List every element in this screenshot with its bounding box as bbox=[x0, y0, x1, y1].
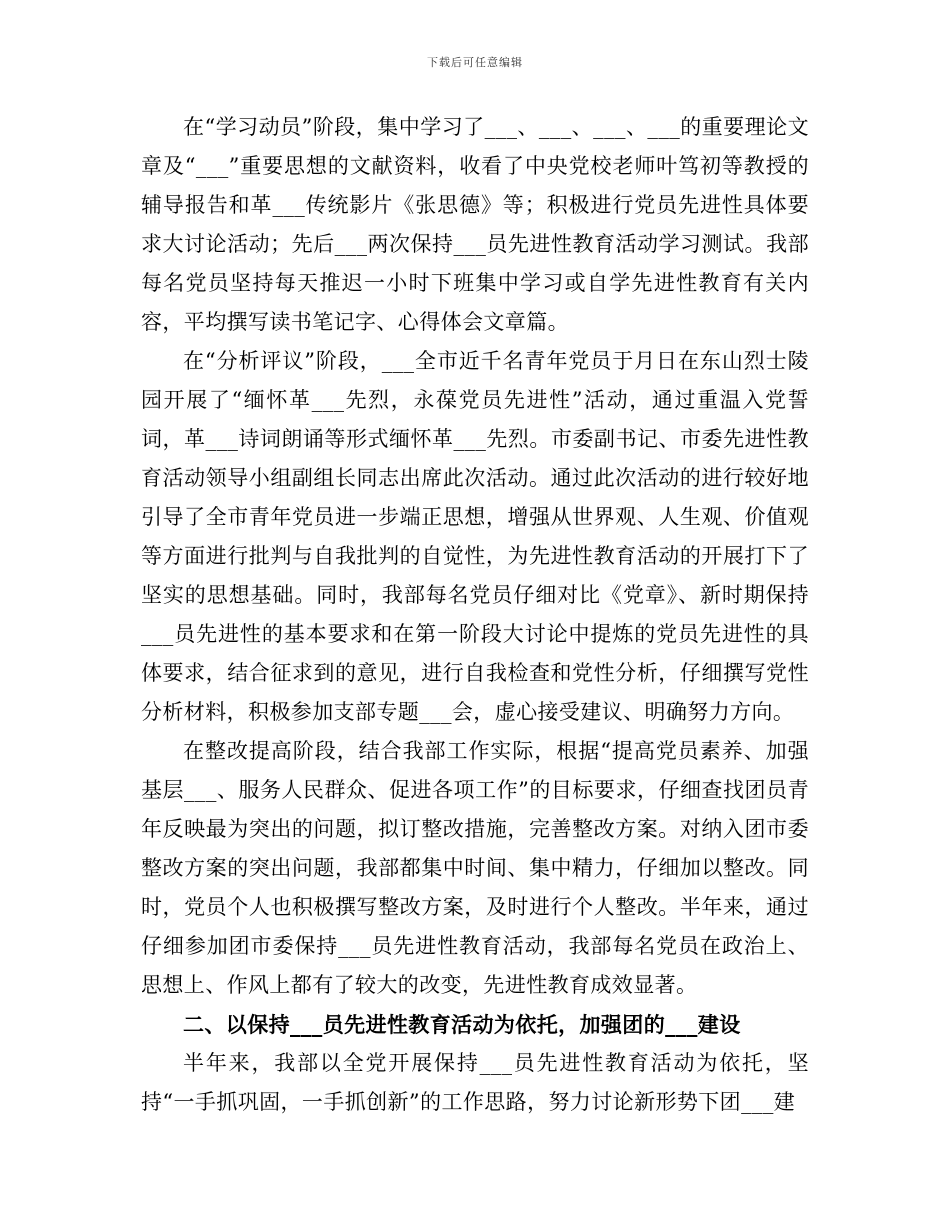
section-heading-two: 二、以保持___员先进性教育活动为依托，加强团的___建设 bbox=[183, 1012, 741, 1037]
page-header: 下载后可任意编辑 bbox=[427, 56, 523, 69]
paragraph-half-year: 半年来，我部以全党开展保持___员先进性教育活动为依托，坚持“一手抓巩固，一手抓创新”的工作思路，努力讨论新形势下团___建 bbox=[141, 1051, 809, 1114]
document-body bbox=[141, 108, 809, 1122]
paragraph-study-mobilization: 在“学习动员”阶段，集中学习了___、___、___、___的重要理论文章及“___”重要思想的文献资料，收看了中央党校老师叶笃初等教授的辅导报告和革___传统影片《张思德》等；积极进行党员先进性具体要求大讨论活动；先后___两次保持___员先进性教育活动学习测试。我部每名党员坚持每天推迟一小时下班集中学习或自学先进性教育有关内容，平均撰写读书笔记字、心得体会文章篇。 bbox=[141, 115, 809, 334]
paragraph-rectification: 在整改提高阶段，结合我部工作实际，根据“提高党员素养、加强基层___、服务人民群众、促进各项工作”的目标要求，仔细查找团员青年反映最为突出的问题，拟订整改措施，完善整改方案。对纳入团市委整改方案的突出问题，我部都集中时间、集中精力，仔细加以整改。同时，党员个人也积极撰写整改方案，及时进行个人整改。半年来，通过仔细参加团市委保持___员先进性教育活动，我部每名党员在政治上、思想上、作风上都有了较大的改变，先进性教育成效显著。 bbox=[141, 739, 809, 997]
paragraph-analysis-review: 在“分析评议”阶段，___全市近千名青年党员于月日在东山烈士陵园开展了“缅怀革___先烈，永葆党员先进性”活动，通过重温入党誓词，革___诗词朗诵等形式缅怀革___先烈。市委副书记、市委先进性教育活动领导小组副组长同志出席此次活动。通过此次活动的进行较好地引导了全市青年党员进一步端正思想，增强从世界观、人生观、价值观等方面进行批判与自我批判的自觉性，为先进性教育活动的开展打下了坚实的思想基础。同时，我部每名党员仔细对比《党章》、新时期保持___员先进性的基本要求和在第一阶段大讨论中提炼的党员先进性的具体要求，结合征求到的意见，进行自我检查和党性分析，仔细撰写党性分析材料，积极参加支部专题___会，虚心接受建议、明确努力方向。 bbox=[141, 349, 809, 724]
